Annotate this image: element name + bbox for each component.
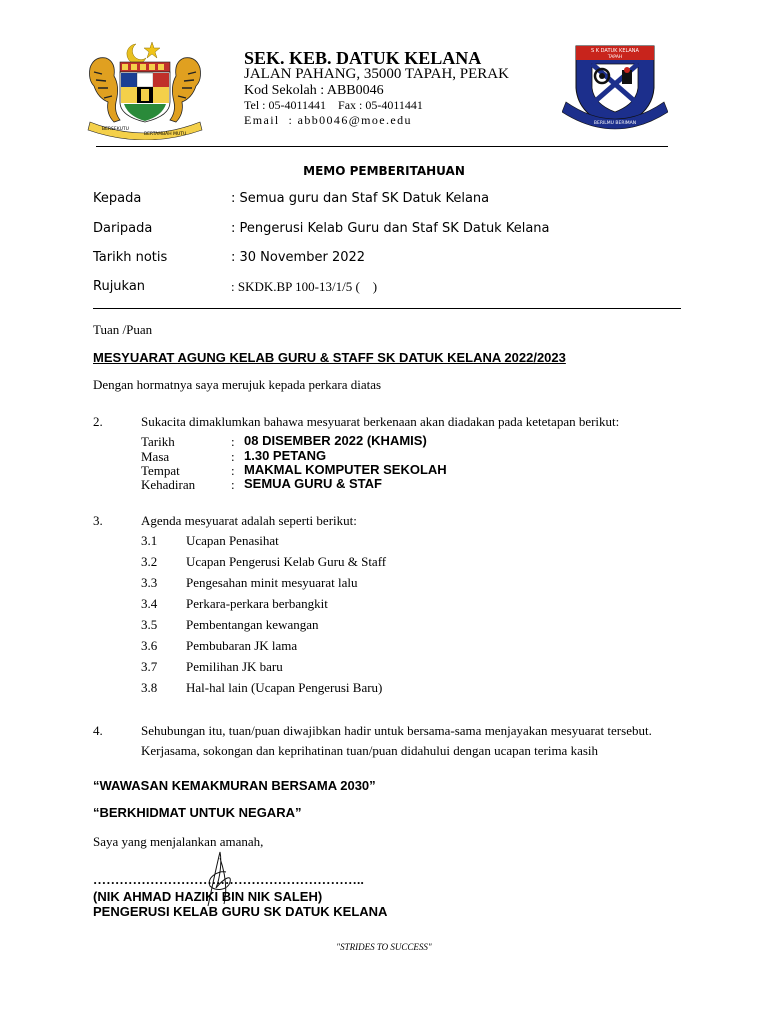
svg-text:S K DATUK KELANA: S K DATUK KELANA xyxy=(591,48,639,54)
agenda-item-number: 3.4 xyxy=(141,596,158,611)
school-address: JALAN PAHANG, 35000 TAPAH, PERAK xyxy=(244,66,509,82)
school-code: Kod Sekolah : ABB0046 xyxy=(244,83,384,98)
paragraph-4-text-2: Kerjasama, sokongan dan keprihatinan tuan/puan didahului dengan ucapan terima kasih xyxy=(141,743,599,758)
field-value-kepada: : Semua guru dan Staf SK Datuk Kelana xyxy=(231,191,490,206)
paragraph-3-text: Agenda mesyuarat adalah seperti berikut: xyxy=(141,513,357,528)
signer-name: (NIK AHMAD HAZIKI BIN NIK SALEH) xyxy=(93,889,323,904)
agenda-item-text: Pembubaran JK lama xyxy=(186,638,298,653)
svg-text:BERTAMBAH MUTU: BERTAMBAH MUTU xyxy=(144,132,187,137)
school-phone-fax: Tel : 05-4011441 Fax : 05-4011441 xyxy=(244,98,423,112)
detail-label-masa: Masa xyxy=(141,449,170,464)
detail-label-kehadiran: Kehadiran xyxy=(141,477,196,492)
detail-label-tempat: Tempat xyxy=(141,463,180,478)
field-label-tarikh-notis: Tarikh notis xyxy=(93,250,168,265)
detail-label-tarikh: Tarikh xyxy=(141,434,175,449)
paragraph-4-number: 4. xyxy=(93,723,103,738)
salutation: Tuan /Puan xyxy=(93,322,153,337)
agenda-item-number: 3.7 xyxy=(141,659,158,674)
agenda-item-text: Ucapan Penasihat xyxy=(186,533,279,548)
detail-colon: : xyxy=(231,463,235,478)
agenda-item-text: Pemilihan JK baru xyxy=(186,659,283,674)
field-label-kepada: Kepada xyxy=(93,191,142,206)
agenda-item-text: Ucapan Pengerusi Kelab Guru & Staff xyxy=(186,554,387,569)
agenda-item-text: Pembentangan kewangan xyxy=(186,617,319,632)
paragraph-2-text: Sukacita dimaklumkan bahawa mesyuarat berkenaan akan diadakan pada ketetapan berikut: xyxy=(141,414,620,429)
memo-title: MEMO PEMBERITAHUAN xyxy=(303,164,465,178)
school-badge-logo xyxy=(562,42,668,134)
agenda-item-number: 3.5 xyxy=(141,617,158,632)
paragraph-4-text: Sehubungan itu, tuan/puan diwajibkan hadir untuk bersama-sama menjayakan mesyuarat tersebut. xyxy=(141,723,652,738)
detail-colon: : xyxy=(231,449,235,464)
school-email: Email : abb0046@moe.edu xyxy=(244,113,412,127)
field-label-daripada: Daripada xyxy=(93,221,153,236)
footer-motto: "STRIDES TO SUCCESS" xyxy=(336,942,432,952)
coat-of-arms-logo xyxy=(84,38,206,140)
detail-colon: : xyxy=(231,434,235,449)
paragraph-2-number: 2. xyxy=(93,414,103,429)
svg-text:TAPAH: TAPAH xyxy=(607,55,623,60)
detail-value-tempat: MAKMAL KOMPUTER SEKOLAH xyxy=(244,462,447,477)
agenda-item-number: 3.8 xyxy=(141,680,158,695)
agenda-item-number: 3.1 xyxy=(141,533,158,548)
agenda-item-number: 3.6 xyxy=(141,638,158,653)
agenda-item-text: Hal-hal lain (Ucapan Pengerusi Baru) xyxy=(186,680,383,695)
agenda-item-number: 3.3 xyxy=(141,575,158,590)
field-value-daripada: : Pengerusi Kelab Guru dan Staf SK Datuk Kelana xyxy=(231,221,550,236)
slogan-berkhidmat: “BERKHIDMAT UNTUK NEGARA” xyxy=(93,805,302,820)
memo-divider xyxy=(93,308,681,309)
intro-paragraph: Dengan hormatnya saya merujuk kepada perkara diatas xyxy=(93,377,382,392)
slogan-wawasan: “WAWASAN KEMAKMURAN BERSAMA 2030” xyxy=(93,778,376,793)
detail-value-kehadiran: SEMUA GURU & STAF xyxy=(244,476,382,491)
agenda-item-number: 3.2 xyxy=(141,554,158,569)
agenda-item-text: Perkara-perkara berbangkit xyxy=(186,596,328,611)
field-value-rujukan: : SKDK.BP 100-13/1/5 ( ) xyxy=(231,279,378,294)
svg-text:BERSEKUTU: BERSEKUTU xyxy=(102,127,129,132)
field-value-tarikh-notis: : 30 November 2022 xyxy=(231,250,366,265)
signer-title: PENGERUSI KELAB GURU SK DATUK KELANA xyxy=(93,904,388,919)
closing-line: Saya yang menjalankan amanah, xyxy=(93,834,264,849)
detail-value-tarikh: 08 DISEMBER 2022 (KHAMIS) xyxy=(244,433,427,448)
agenda-item-text: Pengesahan minit mesyuarat lalu xyxy=(186,575,358,590)
signature-line: …………………………………………………….. xyxy=(93,872,364,887)
header-divider xyxy=(96,146,668,147)
field-label-rujukan: Rujukan xyxy=(93,279,146,294)
letter-subject: MESYUARAT AGUNG KELAB GURU & STAFF SK DATUK KELANA 2022/2023 xyxy=(93,350,566,365)
detail-colon: : xyxy=(231,477,235,492)
paragraph-3-number: 3. xyxy=(93,513,103,528)
school-name: SEK. KEB. DATUK KELANA xyxy=(244,48,482,68)
detail-value-masa: 1.30 PETANG xyxy=(244,448,327,463)
svg-text:BERILMU BERIMAN: BERILMU BERIMAN xyxy=(593,121,637,126)
